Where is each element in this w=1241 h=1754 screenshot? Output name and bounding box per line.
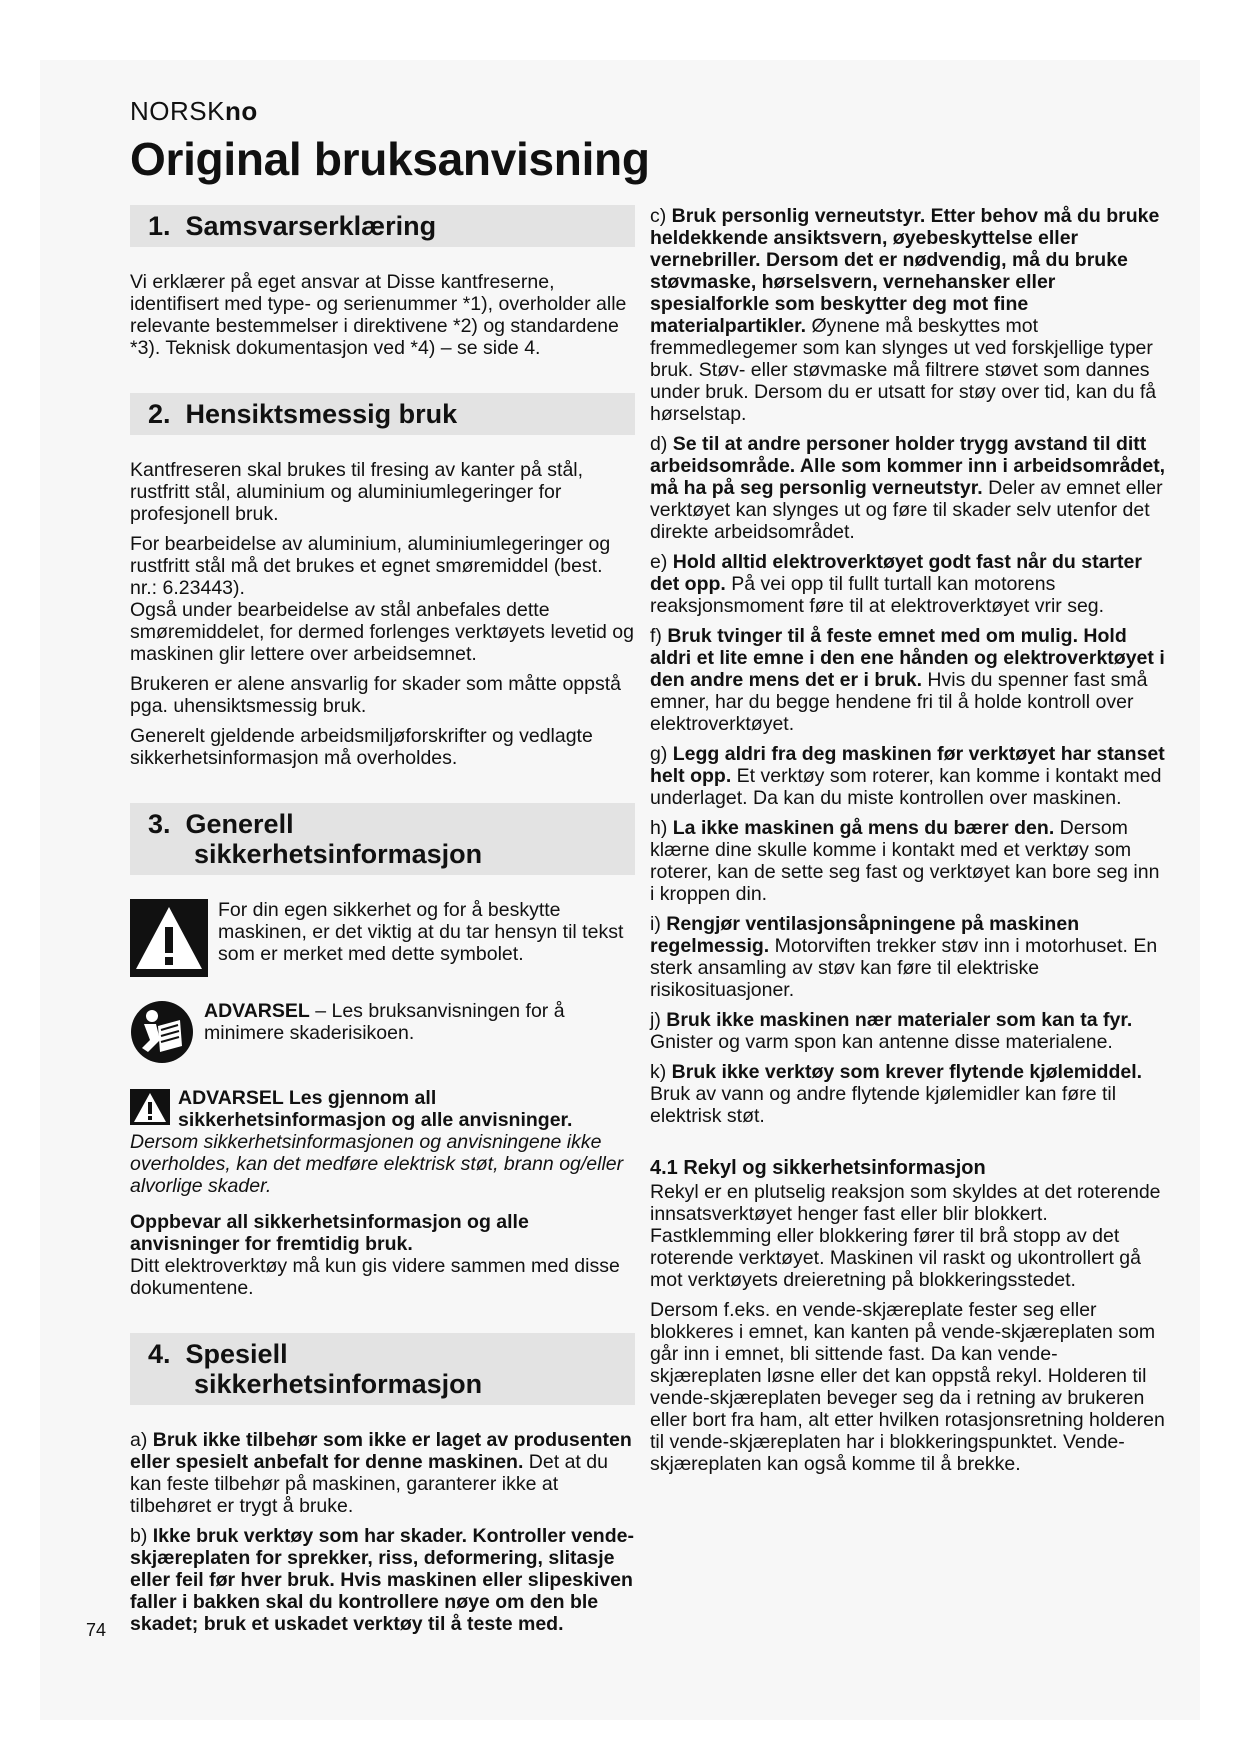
intended-use-text-2: For bearbeidelse av aluminium, aluminiumlegeringer og rustfritt stål må det brukes et egnet smøremiddel (best. nr.: 6.23443). [130,533,611,599]
safety-item-e: e) Hold alltid elektroverktøyet godt fast når du starter det opp. På vei opp til fullt turtall kan motorens reaksjonsmoment føre til at elektroverktøyet vrir seg. [650,551,1142,617]
section-heading-1: 1. Samsvarserklæring [130,205,635,247]
safety-item-a: a) Bruk ikke tilbehør som ikke er laget av produsenten eller spesielt anbefalt for denne maskinen. Det at du kan feste tilbehør på maskinen, garanterer ikke at tilbehøret er trygt å bruke. [130,1429,632,1517]
keep-instructions-heading: Oppbevar all sikkerhetsinformasjon og alle anvisninger for fremtidig bruk. [130,1211,529,1255]
safety-item-j: j) Bruk ikke maskinen nær materialer som kan ta fyr. Gnister og varm spon kan antenne disse materialene. [650,1009,1133,1053]
intended-use-text-4: Brukeren er alene ansvarlig for skader som måtte oppstå pga. uhensiktsmessig bruk. [130,673,621,717]
warning-triangle-icon [130,899,208,982]
section-heading-3: 3. Generell sikkerhetsinformasjon [130,803,635,875]
intended-use-text-1: Kantfreseren skal brukes til fresing av kanter på stål, rustfritt stål, aluminium og aluminiumlegeringer for profesjonell bruk. [130,459,584,525]
left-column [130,205,635,1643]
safety-item-d: d) Se til at andre personer holder trygg avstand til ditt arbeidsområde. Alle som kommer inn i arbeidsområdet, må ha på seg personlig verneutstyr. Deler av emnet eller verktøyet kan slynges ut og føre til skader selv utenfor det direkte arbeidsområdet. [650,433,1166,543]
kickback-text-2: Dersom f.eks. en vende-skjæreplate fester seg eller blokkeres i emnet, kan kanten på vende-skjæreplaten som går inn i emnet, bli sittende fast. Da kan vende-skjæreplaten løsne eller det kan oppstå rekyl. Holderen til vende-skjæreplaten beveger seg da i retning av brukeren eller bort fra ham, alt etter hvilken rotasjonsretning holderen til vende-skjæreplaten har i blokkeringspunktet. Vende-skjæreplaten kan også komme til å brekke. [650,1299,1165,1475]
page-title: Original bruksanvisning [130,133,650,185]
right-column [650,205,1166,1483]
safety-item-g: g) Legg aldri fra deg maskinen før verktøyet har stanset helt opp. Et verktøy som roterer, kan komme i kontakt med underlaget. Da kan du miste kontrollen over maskinen. [650,743,1165,809]
keep-instructions-text: Ditt elektroverktøy må kun gis videre sammen med disse dokumentene. [130,1255,620,1299]
section-heading-2: 2. Hensiktsmessig bruk [130,393,635,435]
section-heading-4: 4. Spesiell sikkerhetsinformasjon [130,1333,635,1405]
safety-item-k: k) Bruk ikke verktøy som krever flytende kjølemiddel. Bruk av vann og andre flytende kjølemidler kan føre til elektrisk støt. [650,1061,1143,1127]
intended-use-text-3: Også under bearbeidelse av stål anbefales dette smøremiddelet, for dermed forlenges verktøyets levetid og maskinen glir lettere over arbeidsemnet. [130,599,634,665]
safety-item-c: c) Bruk personlig verneutstyr. Etter behov må du bruke heldekkende ansiktsvern, øyebeskyttelse eller vernebriller. Dersom det er nødvendig, må du bruke støvmaske, hørselsvern, vernehansker eller spesialforkle som beskytter deg mot fine materialpartikler. Øynene må beskyttes mot fremmedlegemer som kan slynges ut ved forskjellige typer bruk. Støv- eller støvmaske må filtrere støvet som dannes under bruk. Dersom du er utsatt for støy over tid, kan du få hørselstap. [650,205,1160,425]
page-number: 74 [86,1620,107,1640]
symbol-note: For din egen sikkerhet og for å beskytte maskinen, er det viktig at du tar hensyn til tekst som er merket med dette symbolet. [130,899,635,982]
safety-item-h: h) La ikke maskinen gå mens du bærer den. Dersom klærne dine skulle komme i kontakt med et verktøy som roterer, kan de sette seg fast og verktøyet kan bore seg inn i kroppen din. [650,817,1160,905]
safety-item-f: f) Bruk tvinger til å feste emnet med om mulig. Hold aldri et lite emne i den ene hånden og elektroverktøyet i den andre mens det er i bruk. Hvis du spenner fast små emner, har du begge hendene fri til å holde kontroll over elektroverktøyet. [650,625,1165,735]
read-manual-icon [130,1000,194,1069]
warning-small-icon [130,1089,170,1130]
read-manual-note: ADVARSEL – Les bruksanvisningen for å minimere skaderisikoen. [130,1000,635,1069]
declaration-text: Vi erklærer på eget ansvar at Disse kantfreserne, identifisert med type- og serienummer *1), overholder alle relevante bestemmelser i direktivene *2) og standardene *3). Teknisk dokumentasjon ved *4) – se side 4. [130,271,627,359]
language-label: NORSKno [130,96,258,126]
safety-item-i: i) Rengjør ventilasjonsåpningene på maskinen regelmessig. Motorviften trekker støv inn i motorhuset. En sterk ansamling av støv kan føre til elektriske risikosituasjoner. [650,913,1158,1001]
intended-use-text-5: Generelt gjeldende arbeidsmiljøforskrifter og vedlagte sikkerhetsinformasjon må overholdes. [130,725,593,769]
safety-item-b: b) Ikke bruk verktøy som har skader. Kontroller vende-skjæreplaten for sprekker, riss, deformering, slitasje eller feil før hver bruk. Hvis maskinen eller slipeskiven faller i bakken skal du kontrollere nøye om den ble skadet; bruk et uskadet verktøy til å teste med. [130,1525,634,1635]
general-warning: ADVARSEL Les gjennom all sikkerhetsinformasjon og alle anvisninger. Dersom sikkerhetsinformasjonen og anvisningene ikke overholdes, kan det medføre elektrisk støt, brann og/eller alvorlige skader. [130,1087,624,1197]
kickback-text-1: Rekyl er en plutselig reaksjon som skyldes at det roterende innsatsverktøyet henger fast eller blir blokkert. Fastklemming eller blokkering fører til brå stopp av det roterende verktøyet. Maskinen vil raskt og ukontrollert gå mot verktøyets dreieretning på blokkeringsstedet. [650,1181,1161,1291]
subsection-heading-4-1: 4.1 Rekyl og sikkerhetsinformasjon [650,1157,986,1179]
